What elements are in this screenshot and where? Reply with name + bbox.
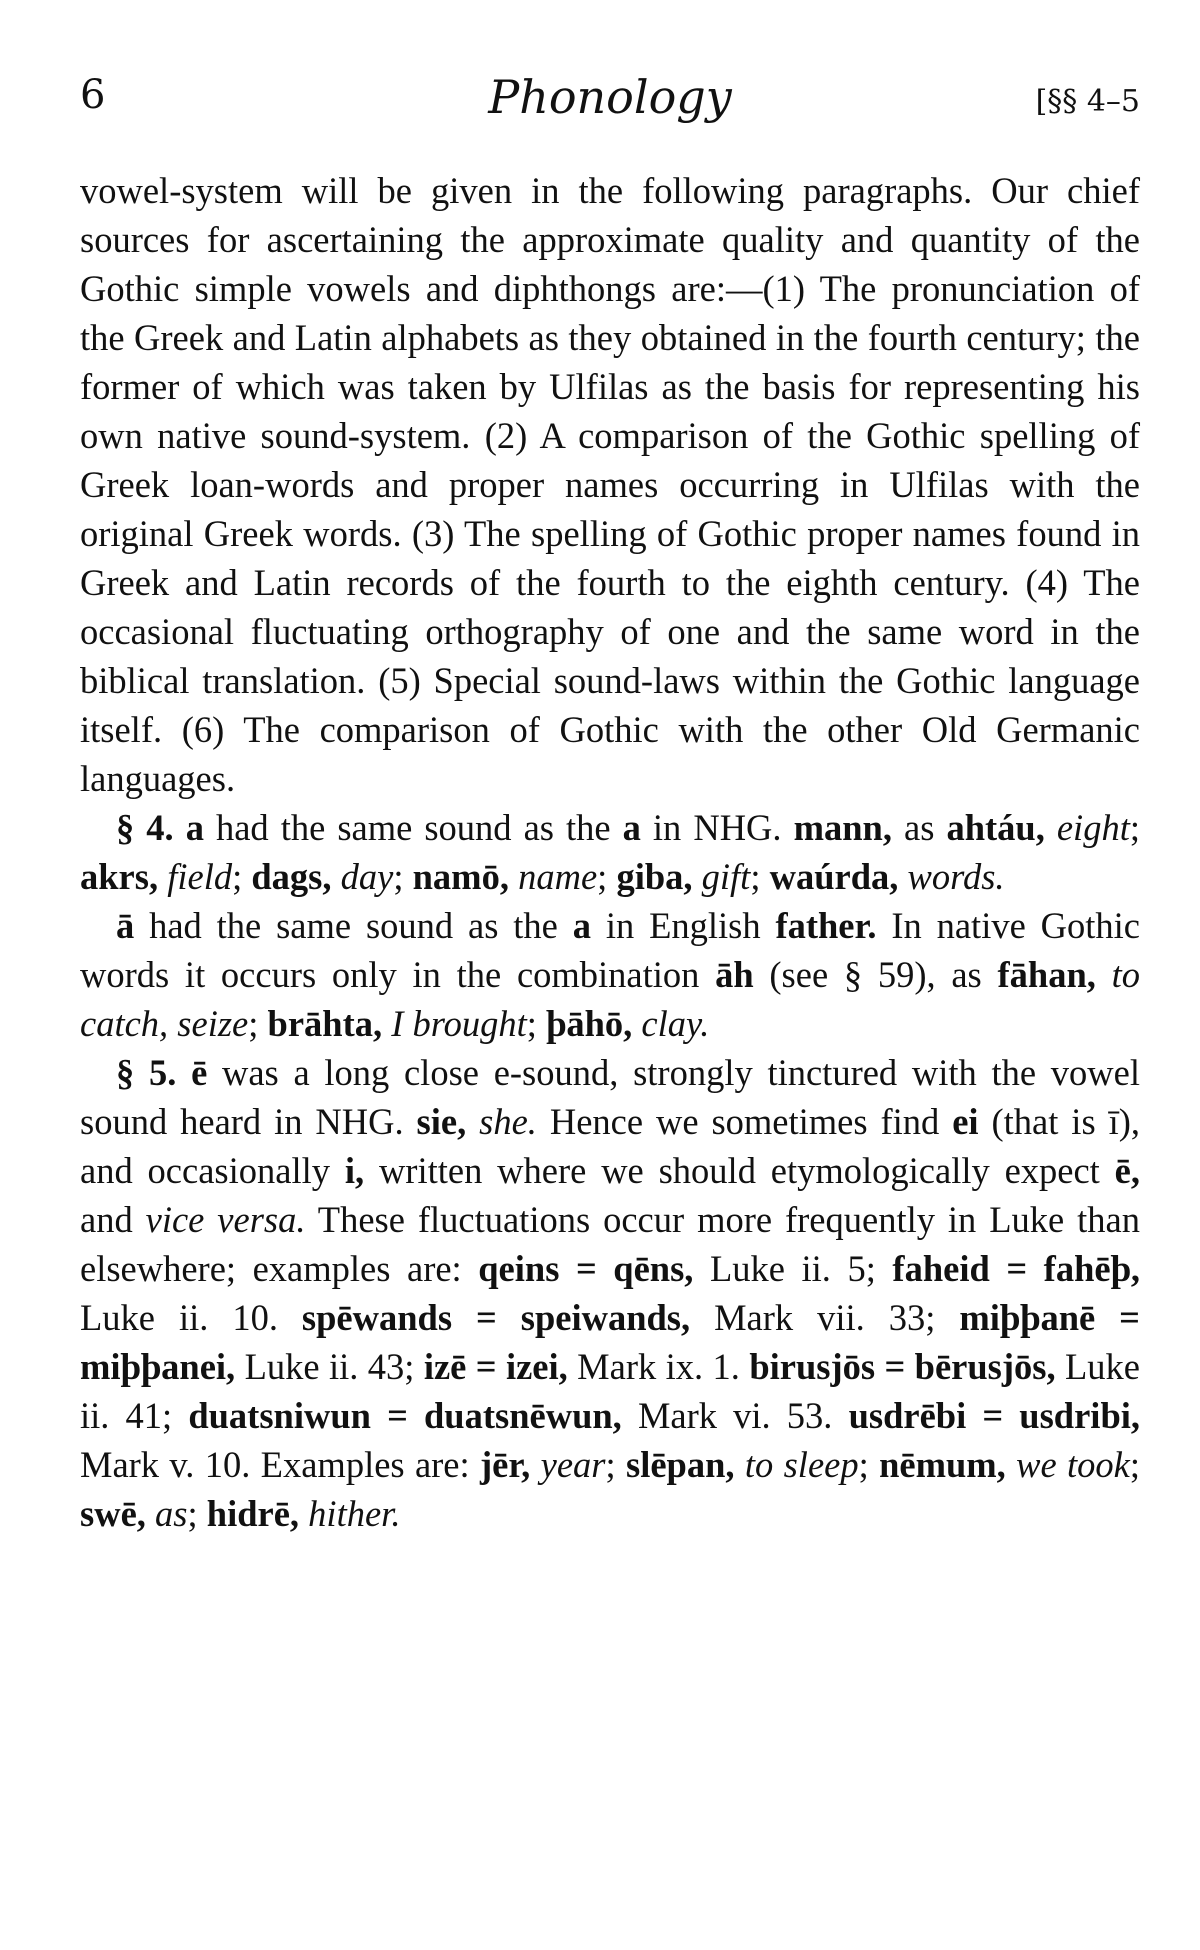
- reference: Luke ii. 43;: [235, 1346, 424, 1387]
- gothic-word: ahtáu,: [946, 807, 1045, 848]
- example-word: sie,: [416, 1101, 467, 1142]
- text-bold: ē,: [1114, 1150, 1140, 1191]
- intro-paragraph: [80, 166, 1140, 803]
- text-run: written where we should etymologically expect: [364, 1150, 1115, 1191]
- text-run: ;: [597, 856, 617, 897]
- gothic-word: dags,: [251, 856, 332, 897]
- spelling-pair: faheid = fahēþ,: [892, 1248, 1140, 1289]
- headword-long-a: ā: [116, 905, 135, 946]
- text-run: In native Gothic words it occurs only in the combination: [80, 905, 1140, 995]
- text-bold: ei: [952, 1101, 979, 1142]
- gothic-word: þāhō,: [546, 1003, 633, 1044]
- gothic-word: namō,: [412, 856, 509, 897]
- gothic-word: jēr,: [479, 1444, 531, 1485]
- text-run: ;: [248, 1003, 268, 1044]
- gothic-word: hidrē,: [206, 1493, 300, 1534]
- reference: Mark vi. 53.: [621, 1395, 849, 1436]
- headword-a: a: [185, 807, 204, 848]
- gloss: she.: [479, 1101, 537, 1142]
- text-bold: a: [622, 807, 641, 848]
- text-run: ;: [232, 856, 252, 897]
- text-run: ;: [605, 1444, 626, 1485]
- spelling-pair: birusjōs = bērusjōs,: [749, 1346, 1056, 1387]
- gothic-word: slēpan,: [626, 1444, 735, 1485]
- reference: Luke ii. 5;: [693, 1248, 893, 1289]
- reference: Luke ii. 10.: [80, 1297, 302, 1338]
- running-title: Phonology: [488, 70, 732, 124]
- spelling-pair: spēwands = speiwands,: [301, 1297, 691, 1338]
- text-italic: vice versa.: [145, 1199, 306, 1240]
- text-run: had the same sound as the: [134, 905, 573, 946]
- text-run: had the same sound as the: [203, 807, 623, 848]
- page-body: [80, 166, 1140, 1538]
- text-run: in NHG.: [640, 807, 794, 848]
- gloss: day: [340, 856, 394, 897]
- gloss: eight: [1056, 807, 1130, 848]
- section-4-paragraph: [80, 803, 1140, 901]
- gothic-word: nēmum,: [879, 1444, 1006, 1485]
- gloss: to catch, seize: [80, 954, 1140, 1044]
- reference: Mark vii. 33;: [690, 1297, 960, 1338]
- gloss: words.: [907, 856, 1005, 897]
- gothic-word: waúrda,: [769, 856, 899, 897]
- text-run: These fluctuations occur more frequently in Luke than elsewhere; examples are:: [80, 1199, 1140, 1289]
- reference: Luke ii. 41;: [80, 1346, 1141, 1436]
- text-run: was a long close e-sound, strongly tinctured with the vowel sound heard in NHG.: [80, 1052, 1141, 1142]
- text-run: ;: [1129, 1444, 1141, 1485]
- page-number: 6: [80, 72, 106, 118]
- page-header: [80, 70, 1140, 140]
- spelling-pair: qeins = qēns,: [478, 1248, 694, 1289]
- gloss: name: [518, 856, 598, 897]
- text-run: ;: [1129, 807, 1140, 848]
- text-bold: a: [572, 905, 591, 946]
- text-run: (that is ī), and occasionally: [80, 1101, 1140, 1191]
- gloss: gift: [701, 856, 751, 897]
- gothic-word: giba,: [616, 856, 693, 897]
- section-5-paragraph: [80, 1048, 1140, 1538]
- reference: Mark v. 10. Examples are:: [80, 1444, 480, 1485]
- gothic-word: akrs,: [80, 856, 159, 897]
- gothic-word: fāhan,: [997, 954, 1096, 995]
- gloss: field: [167, 856, 233, 897]
- spelling-pair: miþþanē = miþþanei,: [80, 1297, 1140, 1387]
- spelling-pair: usdrēbi = usdribi,: [848, 1395, 1141, 1436]
- text-run: (see § 59), as: [753, 954, 998, 995]
- text-run: as: [891, 807, 947, 848]
- text-run: ;: [526, 1003, 547, 1044]
- text-run: ;: [187, 1493, 207, 1534]
- section-range: [§§ 4–5: [1035, 84, 1140, 119]
- gothic-word: brāhta,: [267, 1003, 383, 1044]
- gloss: hither.: [308, 1493, 401, 1534]
- spelling-pair: izē = izei,: [423, 1346, 568, 1387]
- example-word: father.: [775, 905, 877, 946]
- gothic-word: swē,: [80, 1493, 146, 1534]
- gloss: as: [155, 1493, 188, 1534]
- section-number: § 4.: [116, 807, 174, 848]
- gloss: clay.: [641, 1003, 710, 1044]
- text-run: ;: [750, 856, 770, 897]
- long-a-paragraph: [80, 901, 1140, 1048]
- gloss: year: [540, 1444, 606, 1485]
- headword-long-e: ē: [191, 1052, 208, 1093]
- text-run: [466, 1101, 479, 1142]
- text-run: and: [80, 1199, 146, 1240]
- text-run: ;: [858, 1444, 880, 1485]
- text-bold: āh: [715, 954, 754, 995]
- text-bold: i,: [344, 1150, 365, 1191]
- text-run: Hence we sometimes find: [536, 1101, 953, 1142]
- gloss: I brought: [391, 1003, 527, 1044]
- text-run: ;: [393, 856, 413, 897]
- gloss: we took: [1016, 1444, 1130, 1485]
- example-word: mann,: [793, 807, 892, 848]
- reference: Mark ix. 1.: [567, 1346, 750, 1387]
- intro-text: vowel-system will be given in the following paragraphs. Our chief sources for ascertaining the approximate quality and quantity of the Gothic simple vowels and diphthongs are:—(1) The pronunciation of the Greek and Latin alphabets as they obtained in the fourth century; the former of which was taken by Ulfilas as the basis for representing his own native sound-system. (2) A comparison of the Gothic spelling of Greek loan-words and proper names occurring in Ulfilas with the original Greek words. (3) The spelling of Gothic proper names found in Greek and Latin records of the fourth to the eighth century. (4) The occasional fluctuating orthography of one and the same word in the biblical translation. (5) Special sound-laws within the Gothic language itself. (6) The comparison of Gothic with the other Old Germanic languages.: [80, 170, 1140, 799]
- gloss: to sleep: [744, 1444, 859, 1485]
- section-number: § 5.: [116, 1052, 177, 1093]
- spelling-pair: duatsniwun = duatsnēwun,: [188, 1395, 622, 1436]
- text-run: in English: [590, 905, 776, 946]
